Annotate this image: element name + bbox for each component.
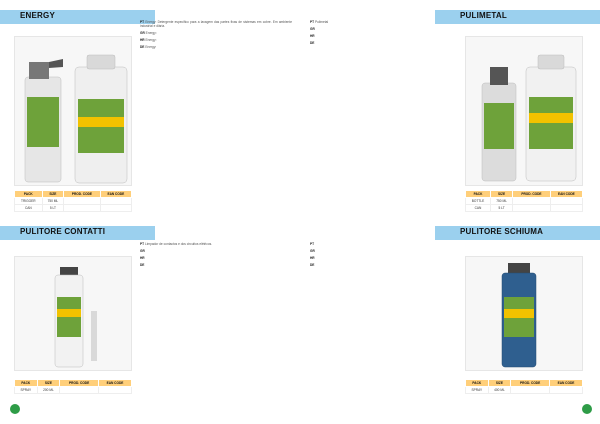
pulitore-contatti-lang-pt-text: Limpador de contactos e dos circuitos elétricos. xyxy=(144,242,213,246)
table-header: EAN CODE xyxy=(550,191,582,198)
pulimetal-lang-gr-code: GR xyxy=(310,26,315,31)
pulitore-schiuma-lang-hr-code: HR xyxy=(310,255,315,260)
pulimetal-section xyxy=(300,10,600,215)
table-cell xyxy=(511,387,550,394)
pulitore-contatti-section xyxy=(0,220,300,415)
table-cell: 750 ML xyxy=(491,198,513,205)
table-cell xyxy=(64,205,101,212)
energy-product-image xyxy=(14,36,132,186)
energy-lang-pt-code: PT xyxy=(140,20,145,24)
table-cell: CAN xyxy=(15,205,43,212)
pulimetal-product-image xyxy=(465,36,583,186)
pulitore-schiuma-title: PULITORE SCHIUMA xyxy=(460,227,544,236)
table-header: PROD. CODE xyxy=(513,191,551,198)
table-header: SIZE xyxy=(491,191,513,198)
table-row xyxy=(15,205,132,212)
pulitore-schiuma-lang-de-code: DE xyxy=(310,262,315,267)
table-header: PROD. CODE xyxy=(511,380,550,387)
pulimetal-lang-hr-code: HR xyxy=(310,33,315,38)
table-cell: 5 LT xyxy=(491,205,513,212)
pulimetal-codes-table xyxy=(465,190,583,212)
pulimetal-lang-pt-code: PT xyxy=(310,20,315,24)
table-cell xyxy=(513,198,551,205)
table-cell xyxy=(100,198,131,205)
table-header: PACK xyxy=(466,191,491,198)
pulitore-contatti-lang-de-code: DE xyxy=(140,262,145,267)
table-cell xyxy=(550,198,582,205)
table-cell: SPRAY xyxy=(15,387,38,394)
pulimetal-title-bar xyxy=(435,10,600,24)
energy-lang-gr-text: Energy: xyxy=(145,31,157,36)
table-cell xyxy=(98,387,131,394)
energy-section xyxy=(0,10,300,215)
table-cell: CAN xyxy=(466,205,491,212)
energy-lang-pt-text: Energy: Detergente especifico para a lavagem das partes fixas de sistemas em cobre. Em ambiente industrial e diária. xyxy=(140,20,292,29)
pulitore-contatti-title: PULITORE CONTATTI xyxy=(20,227,106,236)
table-cell xyxy=(60,387,99,394)
table-row xyxy=(15,387,132,394)
table-header: PROD. CODE xyxy=(60,380,99,387)
pulitore-contatti-lang-pt-code: PT xyxy=(140,242,145,246)
pulitore-schiuma-title-bar xyxy=(435,226,600,240)
table-header: EAN CODE xyxy=(100,191,131,198)
page-number xyxy=(582,404,592,414)
energy-lang-gr-code: GR xyxy=(140,31,145,36)
energy-title: ENERGY xyxy=(20,11,55,20)
page-number xyxy=(10,404,20,414)
table-header: PROD. CODE xyxy=(64,191,101,198)
pulimetal-description xyxy=(310,20,458,215)
energy-lang-de-code: DE xyxy=(140,45,145,50)
table-cell: TRIGGER xyxy=(15,198,43,205)
pulitore-contatti-codes-table xyxy=(14,379,132,394)
table-header: PACK xyxy=(466,380,489,387)
pulitore-schiuma-product-image xyxy=(465,256,583,371)
table-row xyxy=(15,198,132,205)
right-page xyxy=(300,0,600,424)
table-header: SIZE xyxy=(37,380,60,387)
energy-lang-de-text: Energy: xyxy=(145,45,157,50)
table-header: EAN CODE xyxy=(98,380,131,387)
table-cell: 5 LT xyxy=(42,205,64,212)
table-row xyxy=(466,198,583,205)
foam-spray-can-icon xyxy=(466,257,584,372)
table-header: PACK xyxy=(15,380,38,387)
table-cell: 200 ML xyxy=(37,387,60,394)
pulitore-contatti-product-image xyxy=(14,256,132,371)
bottle-and-can-icon xyxy=(466,37,584,187)
energy-lang-hr-text: Energy: xyxy=(145,38,157,43)
pulitore-schiuma-lang-pt-code: PT xyxy=(310,242,315,246)
pulitore-contatti-lang-gr-code: GR xyxy=(140,248,145,253)
pulitore-schiuma-lang-gr-code: GR xyxy=(310,248,315,253)
table-header: PACK xyxy=(15,191,43,198)
table-cell xyxy=(100,205,131,212)
table-cell xyxy=(513,205,551,212)
spray-can-icon xyxy=(15,257,133,372)
pulimetal-lang-pt-text: Pulimetal xyxy=(314,20,329,24)
pulitore-contatti-title-bar xyxy=(0,226,155,240)
table-header: SIZE xyxy=(42,191,64,198)
table-cell: SPRAY xyxy=(466,387,489,394)
table-cell xyxy=(550,205,582,212)
table-row xyxy=(466,205,583,212)
table-cell: 400 ML xyxy=(488,387,511,394)
table-cell xyxy=(549,387,582,394)
pulitore-contatti-lang-hr-code: HR xyxy=(140,255,145,260)
pulitore-schiuma-description xyxy=(310,242,458,412)
table-cell: BOTTLE xyxy=(466,198,491,205)
table-cell xyxy=(64,198,101,205)
pulimetal-lang-de-code: DE xyxy=(310,40,315,45)
table-cell: 750 ML xyxy=(42,198,64,205)
pulitore-contatti-description xyxy=(140,242,292,412)
energy-codes-table xyxy=(14,190,132,212)
energy-description xyxy=(140,20,292,215)
pulitore-schiuma-section xyxy=(300,220,600,415)
table-header: SIZE xyxy=(488,380,511,387)
energy-title-bar xyxy=(0,10,155,24)
trigger-bottle-and-can-icon xyxy=(15,37,133,187)
pulimetal-title: PULIMETAL xyxy=(460,11,507,20)
table-row xyxy=(466,387,583,394)
energy-lang-hr-code: HR xyxy=(140,38,145,43)
table-header: EAN CODE xyxy=(549,380,582,387)
pulitore-schiuma-codes-table xyxy=(465,379,583,394)
